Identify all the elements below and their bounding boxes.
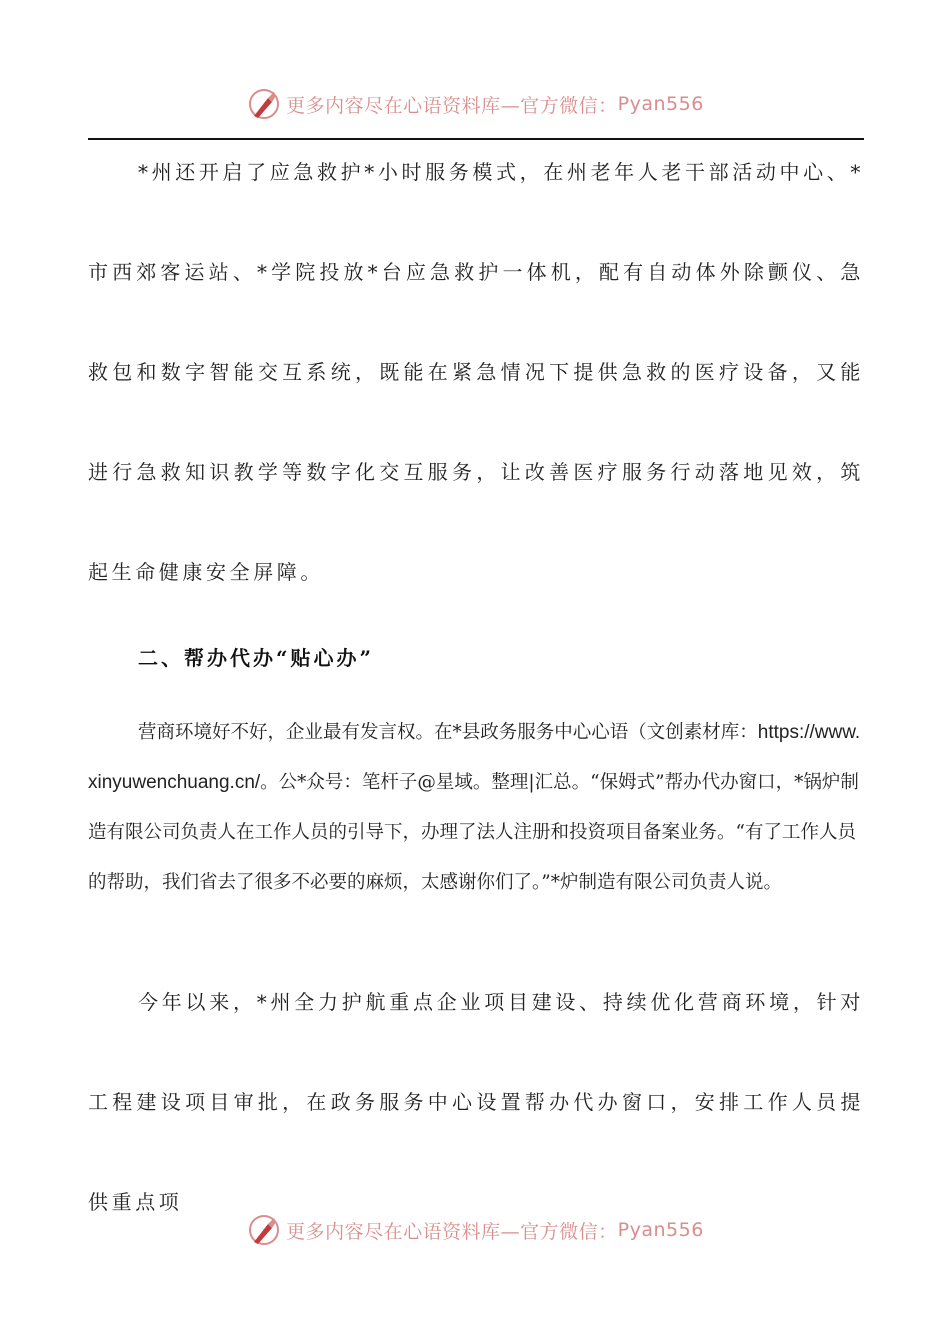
header-watermark (0, 84, 950, 124)
section-heading: 二、帮办代办“贴心办” (138, 646, 375, 670)
paragraph-text: 营商环境好不好，企业最有发言权。在*县政务服务中心心语（文创素材库： (138, 722, 758, 743)
paragraph-project-approval: 今年以来，*州全力护航重点企业项目建设、持续优化营商环境，针对工程建设项目审批，在政务服务中心设置帮办代办窗口，安排工作人员提供重点项 (88, 990, 864, 1214)
paragraph-emergency-rescue: *州还开启了应急救护*小时服务模式，在州老年人老干部活动中心、*市西郊客运站、*学院投放*台应急救护一体机，配有自动体外除颤仪、急救包和数字智能交互系统，既能在紧急情况下提供急救的医疗设备，又能进行急救知识教学等数字化交互服务，让改善医疗服务行动落地见效，筑起生命健康安全屏障。 (88, 160, 864, 584)
watermark-wechat-id: Pyan556 (617, 93, 704, 115)
pen-nib-circle-icon (246, 86, 282, 122)
watermark-text: 更多内容尽在心语资料库—官方微信： (286, 1220, 618, 1243)
watermark-text: 更多内容尽在心语资料库—官方微信： (286, 94, 618, 117)
paragraph-text: 。公*众号：笔杆子@星域。整理|汇总。“保姆式”帮办代办窗口，*锅炉制造有限公司负责人在工作人员的引导下，办理了法人注册和投资项目备案业务。“有了工作人员的帮助，我们省去了很多不必要的麻烦，太感谢你们了。”*炉制造有限公司负责人说。 (88, 772, 859, 893)
source-url: https://www.xinyuwenchuang.cn/ (88, 722, 861, 793)
footer-watermark (0, 1210, 950, 1250)
pen-nib-circle-icon (246, 1212, 282, 1248)
watermark-wechat-id: Pyan556 (617, 1219, 704, 1241)
paragraph-business-environment (88, 708, 864, 908)
